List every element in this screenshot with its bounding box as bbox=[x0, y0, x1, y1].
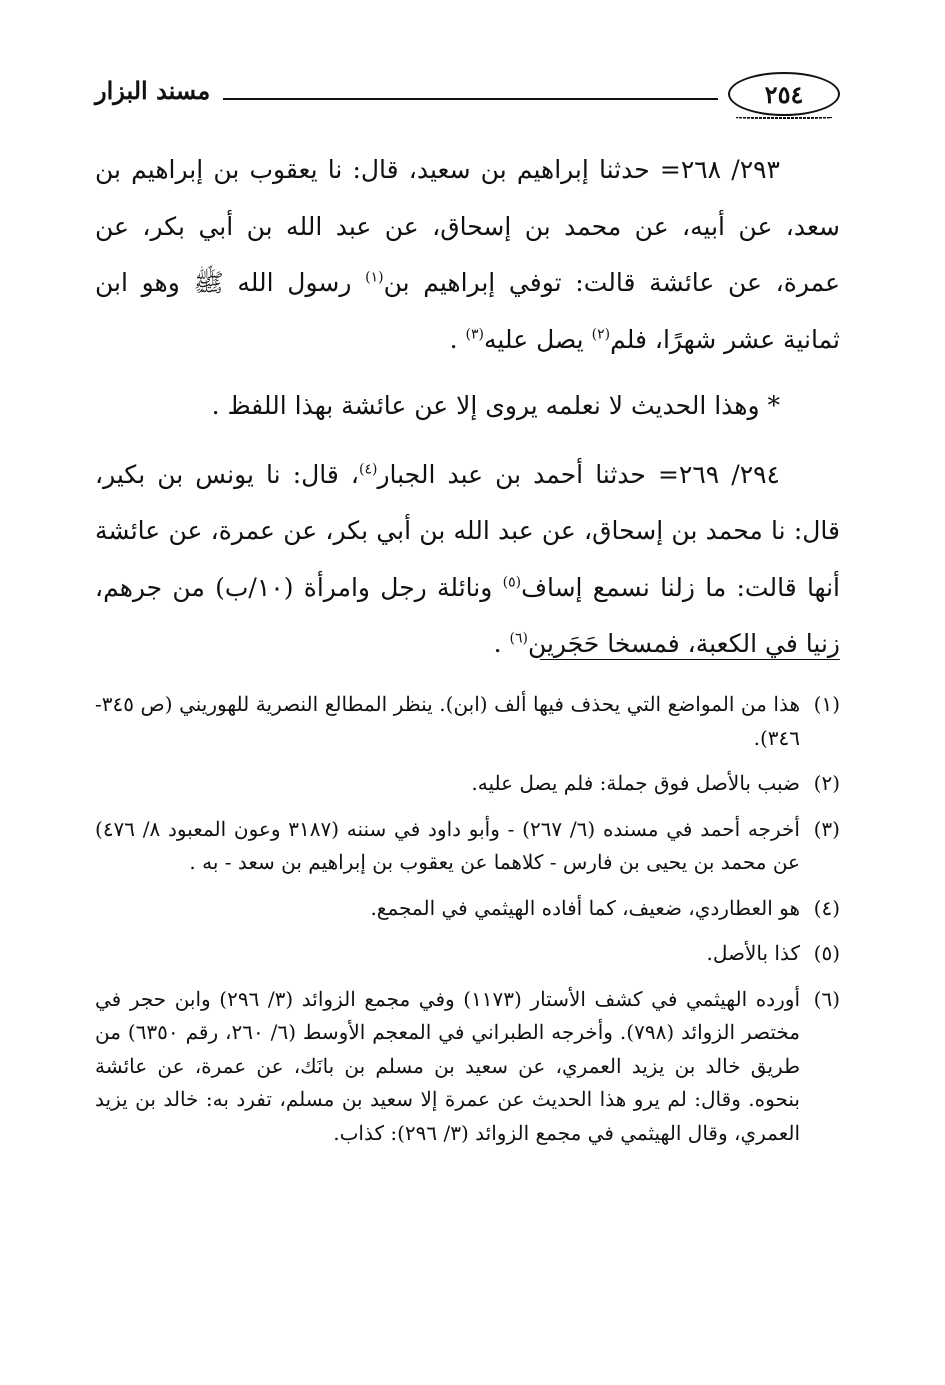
footnote-number: (٤) bbox=[813, 895, 840, 920]
footnote-number: (٢) bbox=[813, 771, 840, 795]
footnote-3 bbox=[95, 813, 840, 880]
footnote-5 bbox=[95, 937, 840, 971]
hadith-293: ٢٩٣/ ٢٦٨= حدثنا إبراهيم بن سعيد، قال: نا يعقوب بن إبراهيم بن سعد، عن أبيه، عن محمد بن إسحاق، عن عبد الله بن أبي بكر، عن عمرة، عن عائشة قالت: توفي إبراهيم بن$^{(١)}$ رسول الله ﷺ وهو ابن ثمانية عشر شهرًا، فلم$^{(٢)}$ يصل عليه$^{(٣)}$ . bbox=[95, 155, 840, 354]
page-header bbox=[95, 68, 840, 124]
main-text bbox=[95, 142, 840, 673]
footnote-6 bbox=[95, 983, 840, 1151]
footnote-ref-4[interactable]: (٤) bbox=[358, 461, 378, 478]
hadith-294: ٢٩٤/ ٢٦٩= حدثنا أحمد بن عبد الجبار$^{(٤)}$، قال: نا يونس بن بكير، قال: نا محمد بن إسحاق، عن عبد الله بن أبي بكر، عن عمرة، عن عائشة أنها قالت: ما زلنا نسمع إساف$^{(٥)}$ ونائلة رجل وامرأة (١٠/ب) من جرهم، زنيا في الكعبة، فمسخا حَجَرين$^{(٦)}$ . bbox=[95, 459, 840, 658]
footnote-2 bbox=[95, 767, 840, 801]
footnote-text: هو العطاردي، ضعيف، كما أفاده الهيثمي في المجمع. bbox=[370, 895, 800, 920]
footnote-text: كذا بالأصل. bbox=[706, 941, 800, 965]
footnote-separator bbox=[540, 659, 840, 660]
hadith-number: ٢٩٣/ ٢٦٨= bbox=[659, 155, 780, 184]
footnotes bbox=[95, 688, 840, 1162]
footnote-4 bbox=[95, 892, 840, 926]
footnote-number: (٦) bbox=[813, 986, 840, 1011]
footnote-text: هذا من المواضع التي يحذف فيها ألف (ابن). ينظر المطالع النصرية للهوريني (ص ٣٤٥- ٣٤٦). bbox=[95, 692, 800, 750]
footnote-number: (٣) bbox=[813, 816, 840, 841]
footnote-ref-2[interactable]: (٢) bbox=[591, 326, 611, 343]
footnote-text: ضبب بالأصل فوق جملة: فلم يصل عليه. bbox=[471, 771, 800, 795]
author-note: * وهذا الحديث لا نعلمه يروى إلا عن عائشة بهذا اللفظ . bbox=[211, 391, 780, 420]
page-number: ٢٥٤ bbox=[764, 79, 804, 109]
page-number-badge bbox=[728, 72, 840, 116]
footnote-ref-5[interactable]: (٥) bbox=[502, 574, 522, 591]
footnote-1 bbox=[95, 688, 840, 755]
footnote-text: أخرجه أحمد في مسنده (٦/ ٢٦٧) - وأبو داود في سننه (٣١٨٧ وعون المعبود ٨/ ٤٧٦) عن محمد بن يحيى بن فارس - كلاهما عن يعقوب بن إبراهيم بن سعد - به . bbox=[95, 816, 800, 874]
footnote-ref-3[interactable]: (٣) bbox=[465, 326, 484, 343]
footnote-number: (٥) bbox=[813, 941, 840, 965]
header-rule bbox=[223, 98, 718, 100]
book-title: مسند البزار bbox=[95, 76, 211, 105]
footnote-ref-1[interactable]: (١) bbox=[365, 269, 384, 286]
footnote-text: أورده الهيثمي في كشف الأستار (١١٧٣) وفي مجمع الزوائد (٣/ ٢٩٦) وابن حجر في مختصر الزوائد (٧٩٨). وأخرجه الطبراني في المعجم الأوسط (٦/ ٢٦٠، رقم ٦٣٥٠) من طريق خالد بن يزيد العمري، عن سعيد بن مسلم بن بانَك، عن عمرة، عن عائشة بنحوه. وقال: لم يرو هذا الحديث عن عمرة إلا سعيد بن مسلم، تفرد به: خالد بن يزيد العمري، وقال الهيثمي في مجمع الزوائد (٣/ ٢٩٦): كذاب. bbox=[95, 986, 800, 1145]
footnote-number: (١) bbox=[813, 692, 840, 716]
footnote-ref-6[interactable]: (٦) bbox=[509, 630, 528, 647]
hadith-number: ٢٩٤/ ٢٦٩= bbox=[657, 459, 780, 489]
